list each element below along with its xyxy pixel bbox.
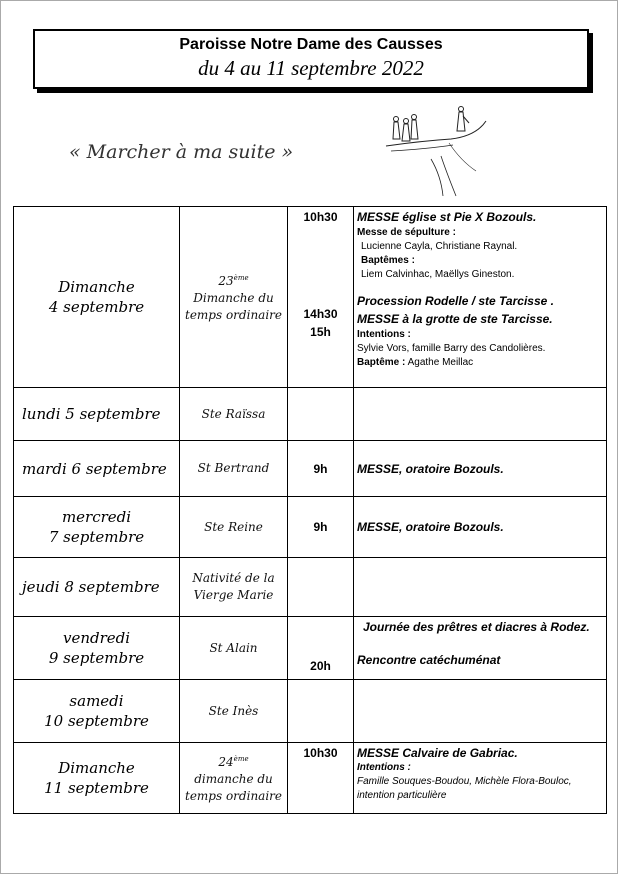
- baptism-name: Agathe Meillac: [407, 357, 474, 368]
- day-name: samedi: [69, 692, 124, 710]
- day-date: 7 septembre: [48, 528, 145, 546]
- day-cell: [14, 497, 180, 558]
- date-range: du 4 au 11 septembre 2022: [198, 56, 424, 80]
- details-cell: [354, 743, 607, 814]
- mass-entry: MESSE Calvaire de Gabriac.: [357, 746, 518, 760]
- liturgy-number: 23: [218, 274, 234, 288]
- saint-cell: [180, 743, 288, 814]
- procession-entry: Procession Rodelle / ste Tarcisse .: [357, 294, 554, 308]
- day-label: [14, 628, 179, 668]
- time-label: 20h: [310, 659, 331, 673]
- saint-label: Ste Raïssa: [201, 406, 266, 421]
- day-name: Dimanche: [58, 759, 135, 777]
- time-label: 10h30: [303, 746, 338, 760]
- day-name: Dimanche: [58, 278, 135, 296]
- saint-label: Ste Reine: [204, 519, 263, 534]
- baptisms-label: Baptêmes :: [361, 255, 415, 266]
- details-cell: [354, 558, 607, 617]
- details-cell: [354, 497, 607, 558]
- day-label: [14, 277, 179, 317]
- time-14h30: 14h30: [303, 307, 338, 321]
- time-label: 9h: [313, 461, 328, 476]
- day-date: 4 septembre: [48, 298, 145, 316]
- time-10h30: 10h30: [303, 210, 338, 224]
- day-name: vendredi: [62, 629, 131, 647]
- day-label: [14, 507, 179, 547]
- baptism-label: Baptême :: [357, 357, 406, 368]
- intentions-label: Intentions :: [357, 329, 411, 340]
- day-label: mardi 6 septembre: [22, 459, 167, 478]
- saint-label: Nativité de la Vierge Marie: [192, 571, 275, 602]
- day-cell: [14, 441, 180, 497]
- day-date: 10 septembre: [44, 712, 149, 730]
- day-date: 11 septembre: [44, 779, 149, 797]
- time-cell: [288, 617, 354, 680]
- baptism-line: [357, 357, 606, 368]
- details-cell: [354, 617, 607, 680]
- day-cell: [14, 617, 180, 680]
- table-row: [14, 680, 607, 743]
- table-row: [14, 207, 607, 388]
- day-cell: [14, 207, 180, 388]
- schedule-table: [13, 206, 607, 814]
- day-date: 9 septembre: [48, 649, 145, 667]
- saint-cell: [180, 617, 288, 680]
- time-cell: [288, 388, 354, 441]
- details-cell: [354, 441, 607, 497]
- saint-cell: [180, 680, 288, 743]
- table-row: [14, 497, 607, 558]
- baptisms-names: Liem Calvinhac, Maëllys Gineston.: [361, 269, 515, 280]
- event-entry-2: Rencontre catéchuménat: [357, 653, 501, 667]
- time-cell: [288, 743, 354, 814]
- table-row: [14, 441, 607, 497]
- event-entry: MESSE, oratoire Bozouls.: [357, 520, 504, 534]
- details-cell: [354, 207, 607, 388]
- day-cell: [14, 558, 180, 617]
- saint-label: Ste Inès: [208, 703, 259, 718]
- event-entry: MESSE, oratoire Bozouls.: [357, 461, 504, 476]
- time-label: 9h: [313, 520, 328, 534]
- liturgy-number: 24: [218, 755, 234, 769]
- details-cell: [354, 388, 607, 441]
- funeral-label: Messe de sépulture :: [357, 227, 456, 238]
- saint-cell: [180, 558, 288, 617]
- saint-label: St Alain: [209, 640, 258, 655]
- header-box: [33, 29, 589, 89]
- table-row: [14, 388, 607, 441]
- day-name: mercredi: [61, 508, 132, 526]
- liturgy-ordinal: ème: [233, 274, 249, 282]
- mass2-entry: MESSE à la grotte de ste Tarcisse.: [357, 312, 553, 326]
- intentions-names: Famille Souques-Boudou, Michèle Flora-Bouloc, intention particulière: [357, 776, 572, 801]
- liturgy-text: dimanche du temps ordinaire: [185, 772, 282, 803]
- day-label: lundi 5 septembre: [22, 405, 161, 423]
- day-label: [14, 691, 179, 731]
- time-cell: [288, 207, 354, 388]
- table-row: [14, 617, 607, 680]
- liturgy-label: [180, 270, 287, 324]
- motto: « Marcher à ma suite »: [69, 141, 294, 163]
- intentions-label: Intentions :: [357, 762, 411, 773]
- saint-cell: [180, 497, 288, 558]
- time-cell: [288, 497, 354, 558]
- liturgy-label: [180, 751, 287, 805]
- time-15h: 15h: [310, 325, 331, 339]
- day-cell: [14, 680, 180, 743]
- event-entry: Journée des prêtres et diacres à Rodez.: [363, 620, 590, 634]
- pilgrims-illustration: [381, 101, 491, 201]
- time-cell: [288, 441, 354, 497]
- funeral-names: Lucienne Cayla, Christiane Raynal.: [361, 241, 518, 252]
- time-cell: [288, 558, 354, 617]
- table-row: [14, 558, 607, 617]
- day-cell: [14, 743, 180, 814]
- saint-cell: [180, 388, 288, 441]
- day-cell: [14, 388, 180, 441]
- saint-label: St Bertrand: [197, 461, 270, 475]
- parish-title: Paroisse Notre Dame des Causses: [179, 36, 443, 53]
- table-row: [14, 743, 607, 814]
- time-cell: [288, 680, 354, 743]
- liturgy-ordinal: ème: [233, 755, 249, 763]
- intentions-names: Sylvie Vors, famille Barry des Candolières.: [357, 343, 546, 354]
- day-label: [14, 758, 179, 798]
- day-label: jeudi 8 septembre: [22, 578, 160, 596]
- details-cell: [354, 680, 607, 743]
- liturgy-text: Dimanche du temps ordinaire: [185, 291, 282, 322]
- mass-entry: MESSE église st Pie X Bozouls.: [357, 210, 537, 224]
- saint-cell: [180, 207, 288, 388]
- saint-cell: [180, 441, 288, 497]
